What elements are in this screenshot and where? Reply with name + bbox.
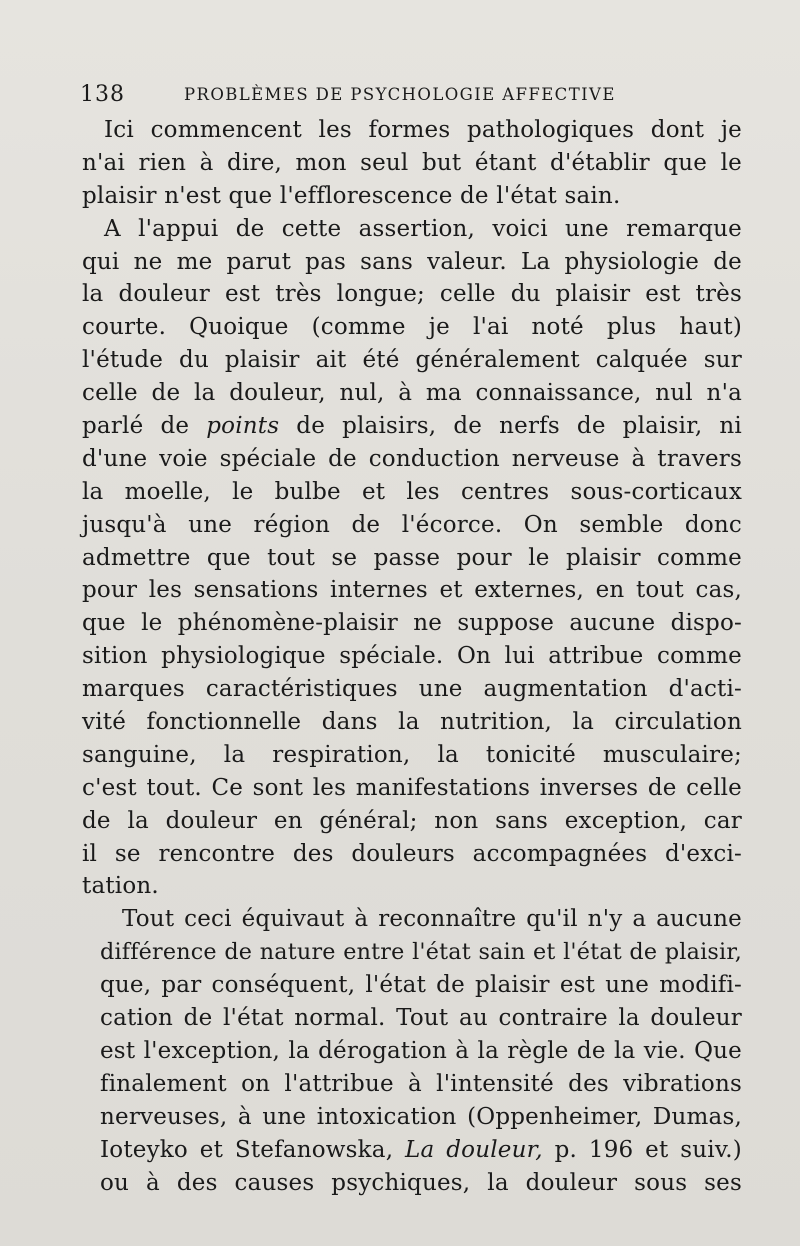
text-line: vité fonctionnelle dans la nutrition, la circulation bbox=[82, 709, 742, 736]
text-line: marques caractéristiques une augmentation d'acti- bbox=[82, 676, 742, 703]
text-line: admettre que tout se passe pour le plaisir comme bbox=[82, 544, 742, 571]
text-line: n'ai rien à dire, mon seul but étant d'établir que le bbox=[82, 149, 742, 176]
text-line: l'étude du plaisir ait été généralement calquée sur bbox=[82, 347, 742, 374]
running-title: PROBLÈMES DE PSYCHOLOGIE AFFECTIVE bbox=[184, 85, 616, 104]
page-number: 138 bbox=[80, 82, 125, 107]
text-line: d'une voie spéciale de conduction nerveuse à travers bbox=[82, 445, 742, 472]
text-line: différence de nature entre l'état sain et l'état de plaisir, bbox=[100, 939, 742, 966]
text-line: Tout ceci équivaut à reconnaître qu'il n'y a aucune bbox=[122, 906, 742, 933]
italic-text: points bbox=[206, 413, 280, 440]
text-segment: Ioteyko et Stefanowska, bbox=[100, 1136, 406, 1163]
text-line: plaisir n'est que l'efflorescence de l'état sain. bbox=[82, 182, 621, 209]
text-line: pour les sensations internes et externes, en tout cas, bbox=[82, 577, 742, 604]
text-line: c'est tout. Ce sont les manifestations inverses de celle bbox=[82, 774, 742, 801]
text-line: ou à des causes psychiques, la douleur sous ses bbox=[100, 1169, 742, 1196]
text-line: A l'appui de cette assertion, voici une remarque bbox=[104, 215, 742, 242]
text-line: sition physiologique spéciale. On lui attribue comme bbox=[82, 643, 742, 670]
text-line: qui ne me parut pas sans valeur. La physiologie de bbox=[82, 248, 742, 275]
text-line: il se rencontre des douleurs accompagnées d'exci- bbox=[82, 840, 742, 867]
text-line: nerveuses, à une intoxication (Oppenheimer, Dumas, bbox=[100, 1103, 742, 1130]
text-line: que le phénomène-plaisir ne suppose aucune dispo- bbox=[82, 610, 742, 637]
text-line: la douleur est très longue; celle du plaisir est très bbox=[82, 281, 742, 308]
text-line: sanguine, la respiration, la tonicité musculaire; bbox=[82, 741, 742, 768]
text-line: de la douleur en général; non sans exception, car bbox=[82, 807, 742, 834]
text-segment: parlé de bbox=[82, 413, 207, 440]
text-line: courte. Quoique (comme je l'ai noté plus haut) bbox=[82, 314, 742, 341]
text-line: Ici commencent les formes pathologiques dont je bbox=[104, 117, 742, 143]
text-line: jusqu'à une région de l'écorce. On semble donc bbox=[82, 511, 742, 538]
text-segment: p. 196 et suiv.) bbox=[542, 1136, 742, 1163]
text-line: finalement on l'attribue à l'intensité des vibrations bbox=[100, 1070, 742, 1097]
text-line: celle de la douleur, nul, à ma connaissance, nul n'a bbox=[82, 380, 742, 407]
text-line: que, par conséquent, l'état de plaisir est une modifi- bbox=[100, 972, 742, 999]
italic-text: La douleur, bbox=[405, 1136, 543, 1163]
page-header bbox=[80, 82, 720, 112]
text-line: la moelle, le bulbe et les centres sous-corticaux bbox=[82, 478, 742, 505]
text-segment: de plaisirs, de nerfs de plaisir, ni bbox=[279, 413, 742, 440]
body-text bbox=[82, 114, 742, 1199]
text-line bbox=[82, 410, 742, 443]
text-line: cation de l'état normal. Tout au contraire la douleur bbox=[100, 1005, 742, 1032]
text-line: tation. bbox=[82, 873, 159, 900]
text-line bbox=[82, 1134, 742, 1167]
text-line: est l'exception, la dérogation à la règle de la vie. Que bbox=[100, 1037, 742, 1064]
